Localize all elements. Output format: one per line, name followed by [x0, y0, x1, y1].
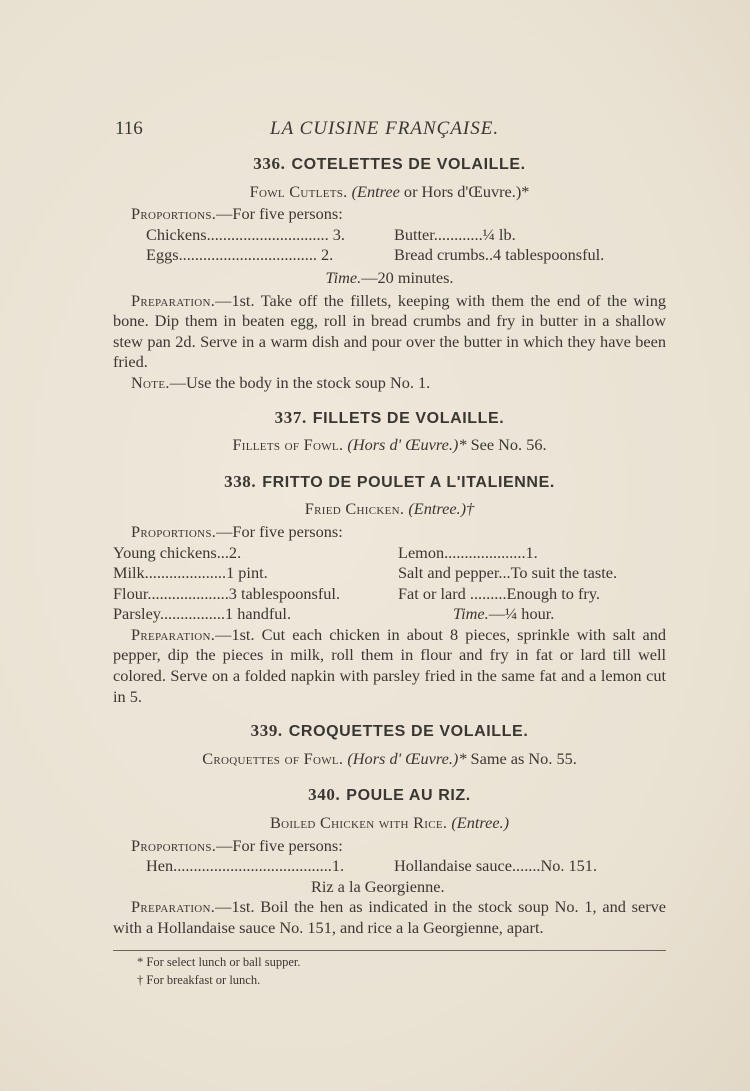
recipe-title: FRITTO DE POULET A L'ITALIENNE. [262, 473, 555, 491]
time-line [398, 604, 617, 625]
ingredient-column-left [113, 543, 398, 625]
time-text: —20 minutes. [361, 267, 454, 287]
recipe-337-heading [113, 408, 666, 430]
recipe-number: 340. [308, 785, 341, 805]
recipe-340-subtitle [113, 813, 666, 834]
proportions-text: —For five persons: [216, 204, 343, 224]
note-line [113, 373, 666, 394]
proportions-line [113, 204, 666, 225]
subtitle-english: Fried Chicken. [304, 499, 405, 519]
ingredient: Riz a la Georgienne. [311, 876, 445, 896]
ingredient: Young chickens...2. [113, 542, 242, 562]
ingredient-row [113, 856, 666, 877]
proportions-text: —For five persons: [216, 835, 343, 855]
ingredient-columns [113, 543, 666, 625]
recipe-number: 339. [250, 721, 283, 741]
ingredient-row [113, 225, 666, 246]
proportions-label: Proportions. [131, 835, 217, 855]
page-header [115, 118, 665, 144]
subtitle-english: Boiled Chicken with Rice. [269, 813, 448, 833]
recipe-339-subtitle [113, 749, 666, 770]
ingredient: Parsley................1 handful. [113, 604, 292, 624]
preparation-text: —1st. Boil the hen as indicated in the stock soup No. 1, and serve with a Hollandaise sauce No. 151, and rice a la Georgienne, apart. [113, 897, 666, 937]
proportions-label: Proportions. [131, 521, 217, 541]
time-line [113, 268, 666, 289]
ingredient: Chickens.............................. 3. [146, 224, 345, 244]
recipe-number: 337. [274, 407, 307, 427]
footnote-divider [113, 950, 666, 951]
ingredient: Salt and pepper...To suit the taste. [398, 563, 618, 583]
preparation-label: Preparation. [131, 897, 216, 917]
page-content [113, 150, 666, 939]
recipe-title: POULE AU RIZ. [346, 787, 471, 805]
recipe-338-subtitle [113, 499, 666, 520]
running-title: LA CUISINE FRANÇAISE. [270, 118, 500, 139]
ingredient-row [113, 245, 666, 266]
recipe-title: COTELETTES DE VOLAILLE. [291, 156, 526, 173]
ingredient: Bread crumbs..4 tablespoonsful. [394, 245, 605, 265]
preparation-paragraph [113, 625, 666, 707]
recipe-336-subtitle [113, 182, 666, 203]
ingredient: Flour....................3 tablespoonsful. [113, 583, 341, 603]
footnote-breakfast: † For breakfast or lunch. [137, 973, 261, 987]
note-text: —Use the body in the stock soup No. 1. [169, 372, 431, 392]
proportions-line [113, 522, 666, 543]
recipe-336-heading [113, 154, 666, 176]
preparation-text: —1st. Take off the fillets, keeping with them the end of the wing bone. Dip them in beaten egg, roll in bread crumbs and fry in butter in a shallow stew pan 2d. Serve in a warm dish and pour over the butter in which they have been fried. [113, 290, 666, 372]
ingredient-column-right [398, 543, 617, 625]
subtitle-course: (Entree.)† [408, 499, 475, 519]
ingredient: Lemon....................1. [398, 542, 538, 562]
recipe-title: FILLETS DE VOLAILLE. [312, 409, 505, 427]
ingredient: Hen.......................................1. [146, 856, 345, 876]
subtitle-course: (Hors d' Œuvre.)* [347, 748, 467, 768]
recipe-340-heading [113, 785, 666, 807]
proportions-text: —For five persons: [216, 521, 343, 541]
subtitle-english: Fillets of Fowl. [232, 435, 344, 455]
proportions-line [113, 836, 666, 857]
ingredient: Eggs.................................. 2. [146, 245, 334, 265]
recipe-number: 336. [253, 154, 286, 173]
subtitle-english: Fowl Cutlets. [249, 181, 348, 201]
preparation-label: Preparation. [131, 624, 216, 644]
time-label: Time. [325, 267, 362, 287]
ingredient: Hollandaise sauce.......No. 151. [394, 856, 598, 876]
subtitle-reference: Same as No. 55. [470, 748, 577, 768]
ingredient: Milk....................1 pint. [113, 563, 268, 583]
ingredient: Fat or lard .........Enough to fry. [398, 583, 600, 603]
time-text: —¼ hour. [488, 604, 555, 624]
proportions-label: Proportions. [131, 204, 217, 224]
recipe-number: 338. [224, 471, 257, 491]
preparation-text: —1st. Cut each chicken in about 8 pieces, sprinkle with salt and pepper, dip the pieces in milk, roll them in flour and fry in fat or lard till well colored. Serve on a folded napkin with parsley fried in the same fat and a lemon cut in 5. [113, 624, 666, 706]
footnote-select-lunch: * For select lunch or ball supper. [137, 955, 301, 969]
recipe-338-heading [113, 472, 666, 494]
page-number: 116 [115, 118, 143, 139]
subtitle-reference: See No. 56. [470, 435, 547, 455]
preparation-label: Preparation. [131, 290, 216, 310]
recipe-339-heading [113, 721, 666, 743]
recipe-337-subtitle [113, 435, 666, 456]
subtitle-english: Croquettes of Fowl. [202, 748, 344, 768]
ingredient: Butter............¼ lb. [394, 224, 516, 244]
preparation-paragraph [113, 897, 666, 938]
recipe-title: CROQUETTES DE VOLAILLE. [288, 723, 529, 741]
subtitle-course: (Entree [351, 181, 400, 201]
preparation-paragraph [113, 291, 666, 373]
note-label: Note. [131, 372, 170, 392]
subtitle-course-alt: or Hors d'Œuvre.)* [403, 181, 530, 201]
subtitle-course: (Entree.) [451, 813, 510, 833]
time-label: Time. [453, 604, 489, 624]
subtitle-course: (Hors d' Œuvre.)* [347, 435, 467, 455]
